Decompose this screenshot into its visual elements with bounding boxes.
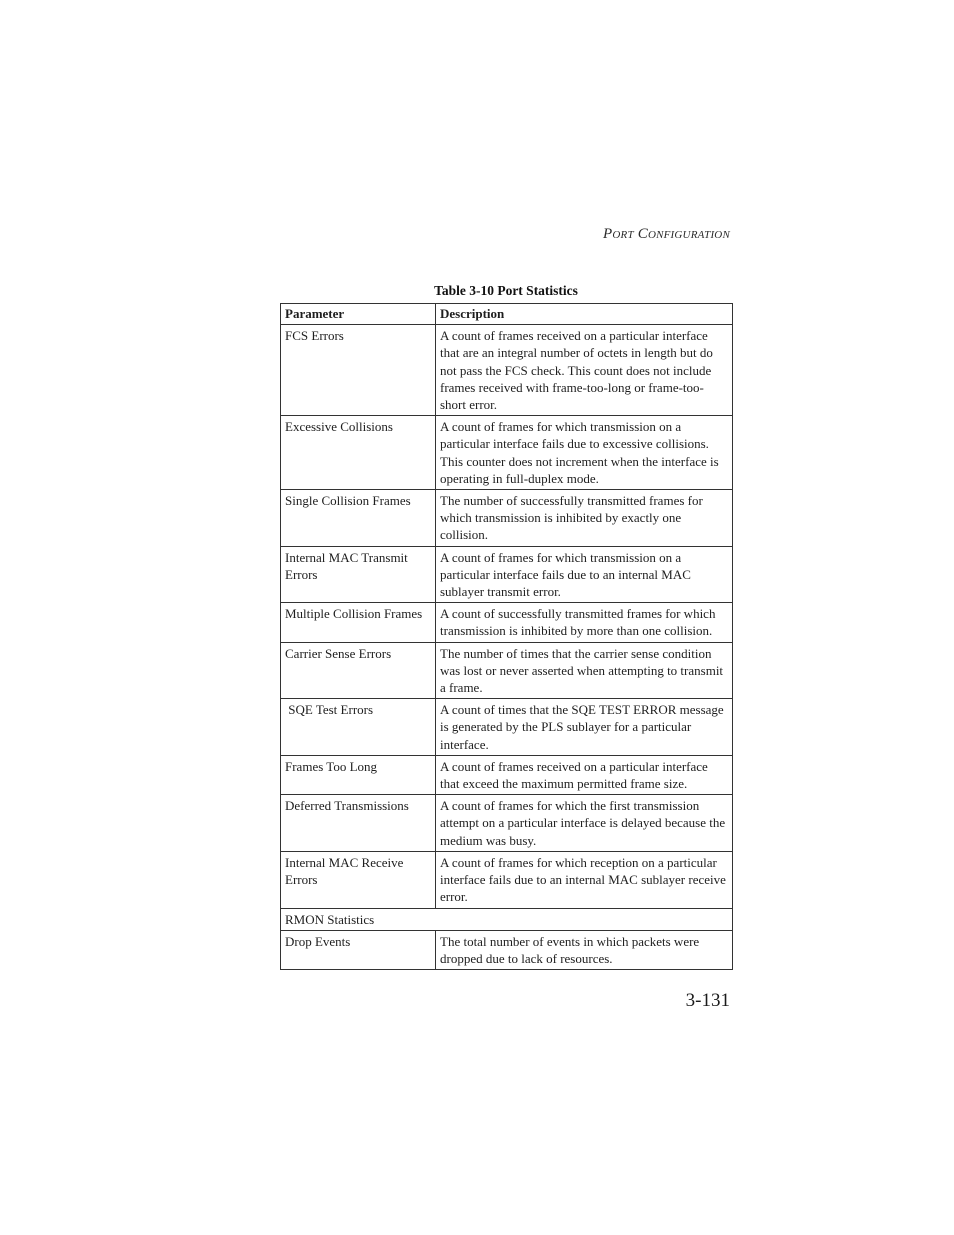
table-row bbox=[281, 851, 733, 908]
description-cell: A count of frames for which transmission on a particular interface fails due to excessive collisions. This counter does not increment when the interface is operating in full-duplex mode. bbox=[436, 416, 733, 490]
table-row bbox=[281, 416, 733, 490]
description-cell: A count of frames for which the first transmission attempt on a particular interface is delayed because the medium was busy. bbox=[436, 795, 733, 852]
description-cell: A count of frames for which transmission on a particular interface fails due to an internal MAC sublayer transmit error. bbox=[436, 546, 733, 603]
description-cell: The number of successfully transmitted frames for which transmission is inhibited by exactly one collision. bbox=[436, 490, 733, 547]
table-row bbox=[281, 490, 733, 547]
description-cell: A count of frames received on a particular interface that are an integral number of octets in length but do not pass the FCS check. This count does not include frames received with frame-too-long or frame-too-short error. bbox=[436, 325, 733, 416]
table-row bbox=[281, 930, 733, 969]
column-header-description: Description bbox=[436, 304, 733, 325]
parameter-cell: Carrier Sense Errors bbox=[281, 642, 436, 699]
parameter-cell: Excessive Collisions bbox=[281, 416, 436, 490]
description-cell: A count of frames for which reception on a particular interface fails due to an internal MAC sublayer receive error. bbox=[436, 851, 733, 908]
section-row-rmon bbox=[281, 908, 733, 930]
parameter-cell: Single Collision Frames bbox=[281, 490, 436, 547]
table-row bbox=[281, 603, 733, 642]
column-header-parameter: Parameter bbox=[281, 304, 436, 325]
parameter-cell: Internal MAC Transmit Errors bbox=[281, 546, 436, 603]
table-row bbox=[281, 325, 733, 416]
table-row bbox=[281, 755, 733, 794]
parameter-cell: Drop Events bbox=[281, 930, 436, 969]
description-cell: The number of times that the carrier sense condition was lost or never asserted when attempting to transmit a frame. bbox=[436, 642, 733, 699]
description-cell: The total number of events in which packets were dropped due to lack of resources. bbox=[436, 930, 733, 969]
table-row bbox=[281, 642, 733, 699]
table-caption: Table 3-10 Port Statistics bbox=[434, 283, 578, 298]
parameter-cell: Multiple Collision Frames bbox=[281, 603, 436, 642]
description-cell: A count of times that the SQE TEST ERROR message is generated by the PLS sublayer for a particular interface. bbox=[436, 699, 733, 756]
parameter-cell: Internal MAC Receive Errors bbox=[281, 851, 436, 908]
table-row bbox=[281, 699, 733, 756]
parameter-cell: FCS Errors bbox=[281, 325, 436, 416]
description-cell: A count of successfully transmitted frames for which transmission is inhibited by more than one collision. bbox=[436, 603, 733, 642]
port-statistics-table bbox=[280, 303, 733, 970]
parameter-cell: Frames Too Long bbox=[281, 755, 436, 794]
page-number: 3-131 bbox=[685, 990, 730, 1011]
table-header-row bbox=[281, 304, 733, 325]
table-row bbox=[281, 546, 733, 603]
section-cell: RMON Statistics bbox=[281, 908, 733, 930]
description-cell: A count of frames received on a particular interface that exceed the maximum permitted frame size. bbox=[436, 755, 733, 794]
parameter-cell: SQE Test Errors bbox=[281, 699, 436, 756]
table-row bbox=[281, 795, 733, 852]
running-header: Port Configuration bbox=[603, 226, 730, 242]
parameter-cell: Deferred Transmissions bbox=[281, 795, 436, 852]
